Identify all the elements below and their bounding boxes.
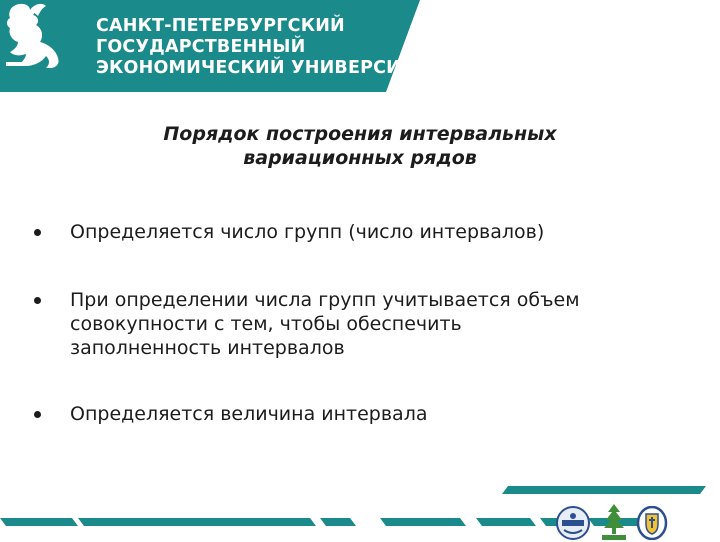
university-name-line: САНКТ-ПЕТЕРБУРГСКИЙ (96, 16, 345, 36)
bullet-item (34, 288, 694, 360)
emblem-shield-blue-icon (636, 506, 668, 540)
griffin-icon (0, 0, 70, 72)
bullet-item (34, 402, 694, 426)
bullet-text (70, 402, 694, 426)
slide-title (0, 122, 720, 170)
bullet-text (70, 220, 694, 244)
bullet-dot (34, 411, 41, 418)
bullet-text (70, 288, 694, 360)
bullet-dot (34, 297, 41, 304)
university-name (96, 16, 437, 79)
university-name-line: ЭКОНОМИЧЕСКИЙ УНИВЕРСИТЕТ (96, 58, 438, 78)
bullet-item (34, 220, 694, 244)
bullet-line: совокупности с тем, чтобы обеспечить (70, 313, 462, 335)
header-banner (0, 0, 438, 92)
emblem-round-blue-icon (556, 506, 590, 540)
bullet-line: заполненность интервалов (70, 337, 345, 359)
bullet-line: Определяется величина интервала (70, 403, 428, 425)
slide-title-line: вариационных рядов (243, 147, 477, 169)
emblem-tree-green-icon (598, 502, 630, 542)
university-name-line: ГОСУДАРСТВЕННЫЙ (96, 37, 306, 57)
slide-title-line: Порядок построения интервальных (163, 123, 557, 145)
bullet-line: При определении числа групп учитывается объем (70, 289, 580, 311)
bullet-dot (34, 229, 41, 236)
bullet-line: Определяется число групп (число интервалов) (70, 221, 545, 243)
